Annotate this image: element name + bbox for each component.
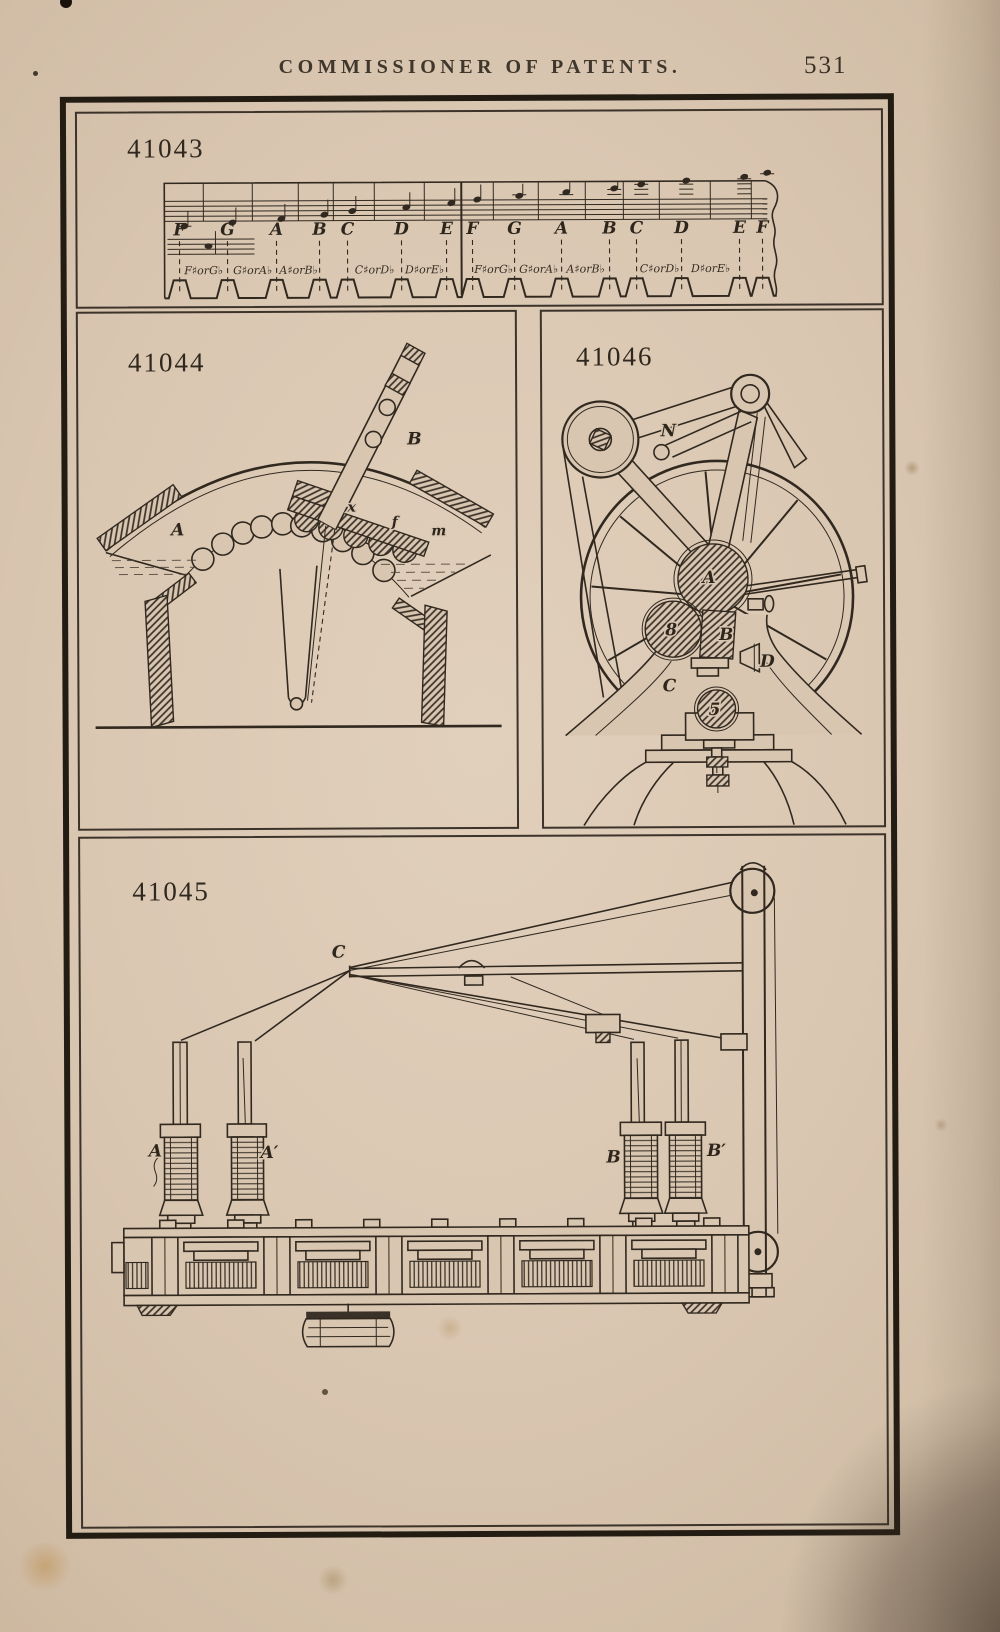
label-a: A [171, 520, 185, 541]
svg-text:D♯orE♭: D♯orE♭ [404, 263, 445, 277]
belt [563, 449, 622, 697]
figure-41046-drawing [542, 310, 884, 826]
paper-stain [934, 1118, 948, 1132]
svg-text:A♯orB♭: A♯orB♭ [279, 263, 318, 277]
paper-stain [904, 460, 920, 476]
page-number: 531 [804, 52, 848, 79]
svg-text:E: E [439, 219, 453, 240]
machine-bed [112, 1218, 766, 1316]
label-d: D [759, 651, 775, 672]
pendulum [280, 566, 318, 710]
label-8: 8 [665, 620, 678, 641]
ink-dot [60, 0, 72, 8]
svg-text:F: F [756, 217, 769, 238]
svg-text:G: G [507, 218, 522, 239]
panel-figure-41045 [78, 833, 889, 1529]
svg-text:B: B [312, 219, 327, 240]
label-b: B [718, 624, 734, 645]
ink-dot [33, 71, 38, 76]
label-a-prime: A′ [260, 1142, 279, 1163]
svg-text:C♯orD♭: C♯orD♭ [354, 263, 395, 277]
svg-text:C: C [629, 218, 644, 239]
figure-number-41045: 41045 [132, 876, 210, 907]
guy-lines [180, 880, 744, 1043]
label-c: C [662, 676, 677, 697]
svg-text:G♯orA♭: G♯orA♭ [519, 262, 559, 276]
figure-number-41046: 41046 [575, 341, 654, 372]
column-A [153, 1042, 203, 1230]
svg-text:E: E [732, 217, 746, 238]
label-n: N [660, 421, 677, 442]
figure-41044-drawing [78, 312, 517, 829]
water-dashes [112, 559, 471, 590]
accidental-labels [183, 262, 730, 277]
label-a: A [702, 567, 716, 589]
svg-text:F♯orG♭: F♯orG♭ [474, 262, 514, 277]
svg-text:A: A [554, 218, 569, 239]
svg-text:D♯orE♭: D♯orE♭ [690, 261, 731, 276]
figure-41043-drawing [77, 110, 882, 307]
keyboard-outline [164, 181, 778, 299]
svg-text:A♯orB♭: A♯orB♭ [566, 262, 605, 276]
drive-drum [302, 1303, 393, 1346]
label-5: 5 [708, 699, 721, 721]
svg-text:G: G [220, 220, 235, 241]
svg-text:G♯orA♭: G♯orA♭ [233, 263, 273, 278]
paper-stain [436, 1316, 464, 1340]
figure-number-41043: 41043 [127, 133, 205, 164]
svg-text:B: B [602, 218, 617, 239]
svg-text:F: F [466, 219, 479, 240]
label-m: m [431, 523, 447, 540]
svg-text:F: F [173, 220, 186, 241]
label-b: B [606, 1147, 621, 1168]
figure-41045-drawing [80, 835, 887, 1527]
label-f: f [391, 514, 398, 531]
svg-text:C♯orD♭: C♯orD♭ [639, 262, 680, 276]
label-a: A [148, 1141, 163, 1162]
svg-text:D: D [394, 219, 409, 240]
column-B [619, 1042, 663, 1228]
figure-number-41044: 41044 [127, 347, 206, 378]
panel-figure-41043 [75, 108, 884, 309]
panel-figure-41046 [540, 308, 886, 828]
paper-stain [316, 1566, 350, 1594]
svg-text:A: A [269, 219, 284, 240]
page-edge-shading [922, 0, 1000, 1632]
drive-pulley [562, 401, 638, 477]
panel-figure-41044 [76, 310, 519, 831]
column-B-prime [664, 1040, 707, 1228]
label-b: B [407, 429, 422, 450]
label-x: x [347, 499, 356, 516]
plate-frame [60, 93, 900, 1539]
ink-speck [322, 1389, 328, 1395]
paper-stain [16, 1542, 74, 1590]
label-c: C [331, 942, 346, 963]
column-A-prime [226, 1042, 269, 1230]
svg-text:F♯orG♭: F♯orG♭ [184, 264, 224, 278]
page-header-title: COMMISSIONER OF PATENTS. [278, 56, 682, 78]
label-b-prime: B′ [706, 1140, 726, 1162]
svg-text:C: C [340, 219, 355, 240]
keyboard-teeth-profile [165, 278, 777, 299]
linkage-arms [594, 375, 807, 570]
svg-text:D: D [674, 218, 689, 239]
